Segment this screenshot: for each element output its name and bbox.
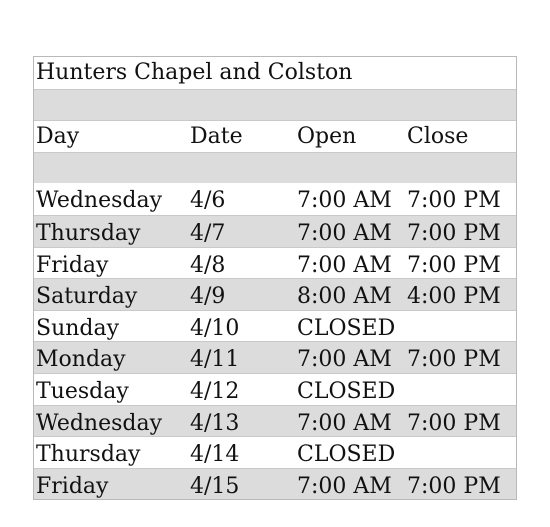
cell-day: Friday [36, 473, 109, 499]
cell-date: 4/15 [190, 473, 240, 499]
cell-open: 7:00 AM [297, 252, 392, 278]
cell-date: 4/13 [190, 410, 240, 436]
table-row [34, 215, 516, 247]
table-row [34, 310, 516, 342]
cell-close: 7:00 PM [407, 188, 501, 214]
cell-open: 7:00 AM [297, 347, 392, 373]
cell-date: 4/14 [190, 442, 240, 468]
schedule-table [33, 56, 517, 500]
header-open: Open [297, 124, 357, 150]
cell-open: 7:00 AM [297, 410, 392, 436]
spacer-row [34, 89, 516, 121]
table-row [34, 373, 516, 405]
cell-day: Monday [36, 347, 126, 373]
cell-day: Saturday [36, 284, 138, 310]
cell-close: 7:00 PM [407, 473, 501, 499]
cell-open: 7:00 AM [297, 188, 392, 214]
cell-open: CLOSED [297, 378, 396, 404]
cell-open: 7:00 AM [297, 473, 392, 499]
cell-close: 7:00 PM [407, 410, 501, 436]
cell-close: 7:00 PM [407, 347, 501, 373]
table-row [34, 341, 516, 373]
cell-date: 4/8 [190, 252, 226, 278]
cell-day: Wednesday [36, 188, 163, 214]
table-row [34, 183, 516, 215]
cell-date: 4/11 [190, 347, 240, 373]
cell-day: Thursday [36, 220, 141, 246]
cell-close: 4:00 PM [407, 284, 501, 310]
table-row [34, 247, 516, 279]
table-row [34, 436, 516, 468]
cell-date: 4/9 [190, 284, 226, 310]
cell-open: 7:00 AM [297, 220, 392, 246]
table-title: Hunters Chapel and Colston [36, 60, 353, 85]
cell-date: 4/6 [190, 188, 226, 214]
cell-date: 4/10 [190, 315, 240, 341]
cell-day: Thursday [36, 442, 141, 468]
cell-day: Tuesday [36, 378, 129, 404]
table-title-row [34, 57, 516, 89]
table-row [34, 405, 516, 437]
cell-open: CLOSED [297, 442, 396, 468]
cell-day: Friday [36, 252, 109, 278]
header-row [34, 120, 516, 152]
header-day: Day [36, 124, 80, 150]
cell-date: 4/12 [190, 378, 240, 404]
table-body [34, 183, 516, 499]
cell-date: 4/7 [190, 220, 226, 246]
cell-close: 7:00 PM [407, 252, 501, 278]
table-row [34, 468, 516, 500]
cell-day: Sunday [36, 315, 120, 341]
header-close: Close [407, 124, 469, 150]
cell-open: CLOSED [297, 315, 396, 341]
cell-close: 7:00 PM [407, 220, 501, 246]
header-date: Date [190, 124, 243, 150]
cell-open: 8:00 AM [297, 284, 392, 310]
table-row [34, 278, 516, 310]
spacer-row [34, 152, 516, 184]
cell-day: Wednesday [36, 410, 163, 436]
